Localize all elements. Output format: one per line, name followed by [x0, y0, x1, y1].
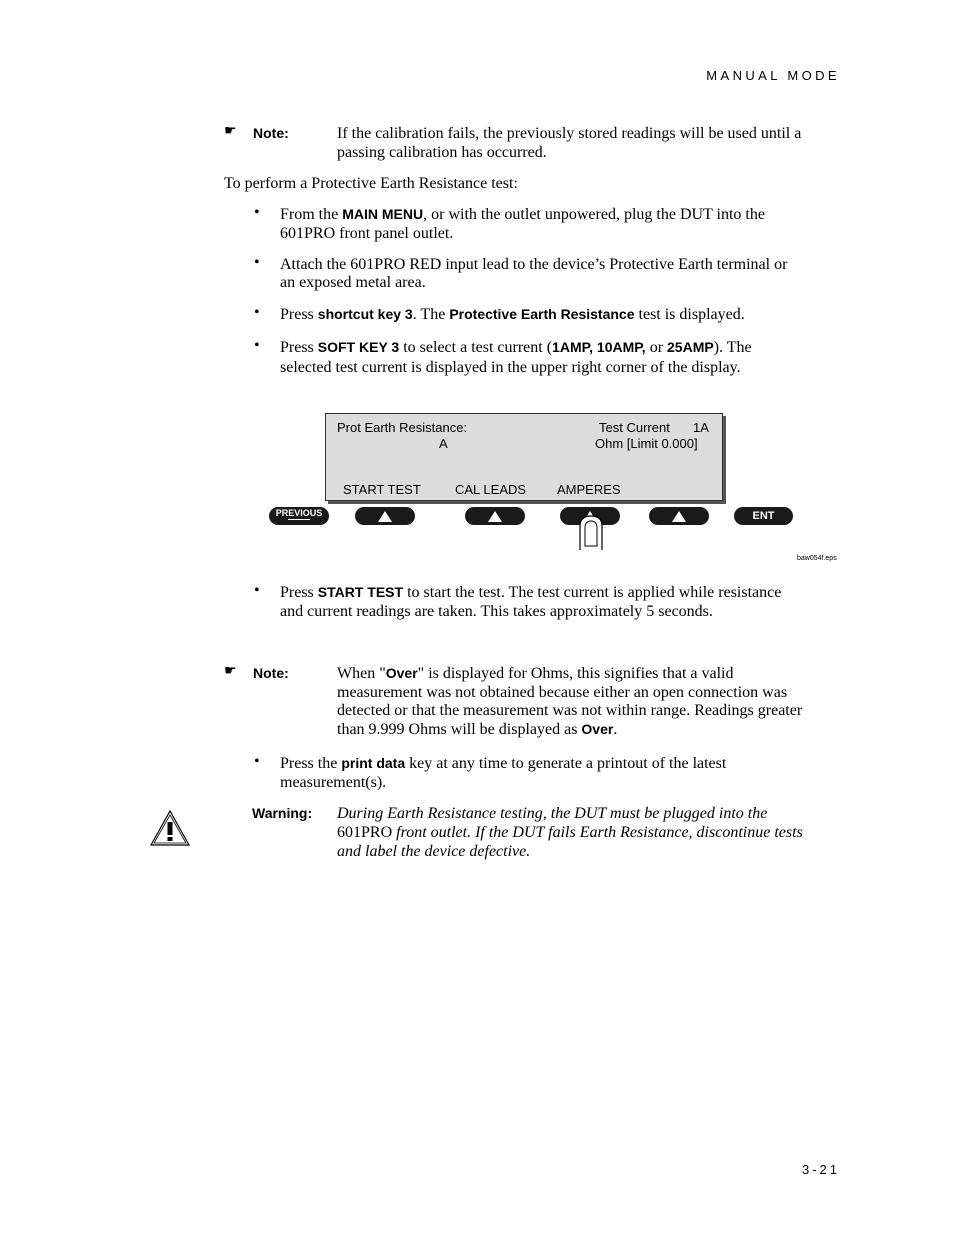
bullet: • — [254, 582, 260, 599]
amps-reading: A — [439, 436, 448, 451]
warning-label: Warning: — [252, 805, 313, 821]
note-text-line: measurement was not obtained because either an open connection was — [337, 684, 788, 701]
test-current-label: Test Current — [599, 420, 670, 435]
figure-id: baw054f.eps — [797, 555, 837, 562]
up-arrow-icon — [378, 511, 392, 522]
back-arrow-icon — [288, 519, 310, 520]
bullet-text: measurement(s). — [280, 774, 387, 791]
warning-text-line: and label the device defective. — [337, 843, 531, 860]
bullet: • — [254, 254, 260, 271]
ent-key[interactable] — [734, 507, 793, 525]
warning-triangle-icon — [149, 809, 191, 847]
bullet-text: From the MAIN MENU, or with the outlet unpowered, plug the DUT into the — [280, 206, 765, 223]
previous-key[interactable] — [269, 507, 329, 525]
bullet-text: Press the print data key at any time to generate a printout of the latest — [280, 755, 727, 772]
note-text-line: passing calibration has occurred. — [337, 144, 547, 161]
note-label: Note: — [253, 125, 289, 141]
bullet-text: Attach the 601PRO RED input lead to the device’s Protective Earth terminal or — [280, 256, 788, 273]
bullet-text: and current readings are taken. This takes approximately 5 seconds. — [280, 603, 713, 620]
softkey-label-amperes: AMPERES — [557, 482, 621, 497]
bullet-text: Press shortcut key 3. The Protective Earth Resistance test is displayed. — [280, 306, 745, 323]
pointing-finger-icon — [574, 512, 608, 552]
pointing-hand-icon: ☛ — [224, 664, 237, 679]
bullet-text: 601PRO front panel outlet. — [280, 225, 454, 242]
up-arrow-icon — [488, 511, 502, 522]
bullet-text: Press SOFT KEY 3 to select a test current (1AMP, 10AMP, or 25AMP). The — [280, 339, 752, 356]
note-text-line: than 9.999 Ohms will be displayed as Over. — [337, 721, 618, 738]
note-label: Note: — [253, 665, 289, 681]
warning-text-line: 601PRO front outlet. If the DUT fails Earth Resistance, discontinue tests — [337, 824, 803, 841]
bullet: • — [254, 304, 260, 321]
note-text-line: detected or that the measurement was not within range. Readings greater — [337, 702, 803, 719]
bullet-text: selected test current is displayed in the upper right corner of the display. — [280, 359, 741, 376]
running-header: MANUAL MODE — [706, 68, 840, 83]
softkey-label-cal-leads: CAL LEADS — [455, 482, 527, 497]
softkey-2-button[interactable] — [465, 507, 525, 525]
note-text-line: When "Over" is displayed for Ohms, this signifies that a valid — [337, 665, 734, 682]
up-arrow-icon — [672, 511, 686, 522]
intro-text: To perform a Protective Earth Resistance test: — [224, 175, 518, 192]
pointing-hand-icon: ☛ — [224, 124, 237, 139]
note-text-line: If the calibration fails, the previously stored readings will be used until a — [337, 125, 802, 142]
softkey-label-start-test: START TEST — [343, 482, 421, 497]
bullet: • — [254, 753, 260, 770]
warning-text-line: During Earth Resistance testing, the DUT must be plugged into the — [337, 805, 768, 822]
ohm-limit: Ohm [Limit 0.000] — [595, 436, 698, 451]
softkey-4-button[interactable] — [649, 507, 709, 525]
bullet: • — [254, 337, 260, 354]
ent-key-label: ENT — [752, 510, 775, 522]
test-current-value: 1A — [693, 420, 709, 435]
bullet: • — [254, 204, 260, 221]
softkey-1-button[interactable] — [355, 507, 415, 525]
page-number: 3-21 — [801, 1162, 840, 1177]
bullet-text: an exposed metal area. — [280, 274, 426, 291]
lcd-display — [325, 413, 723, 501]
previous-key-label: PREVIOUS — [275, 508, 323, 518]
display-title: Prot Earth Resistance: — [337, 420, 468, 435]
bullet-text: Press START TEST to start the test. The test current is applied while resistance — [280, 584, 782, 601]
